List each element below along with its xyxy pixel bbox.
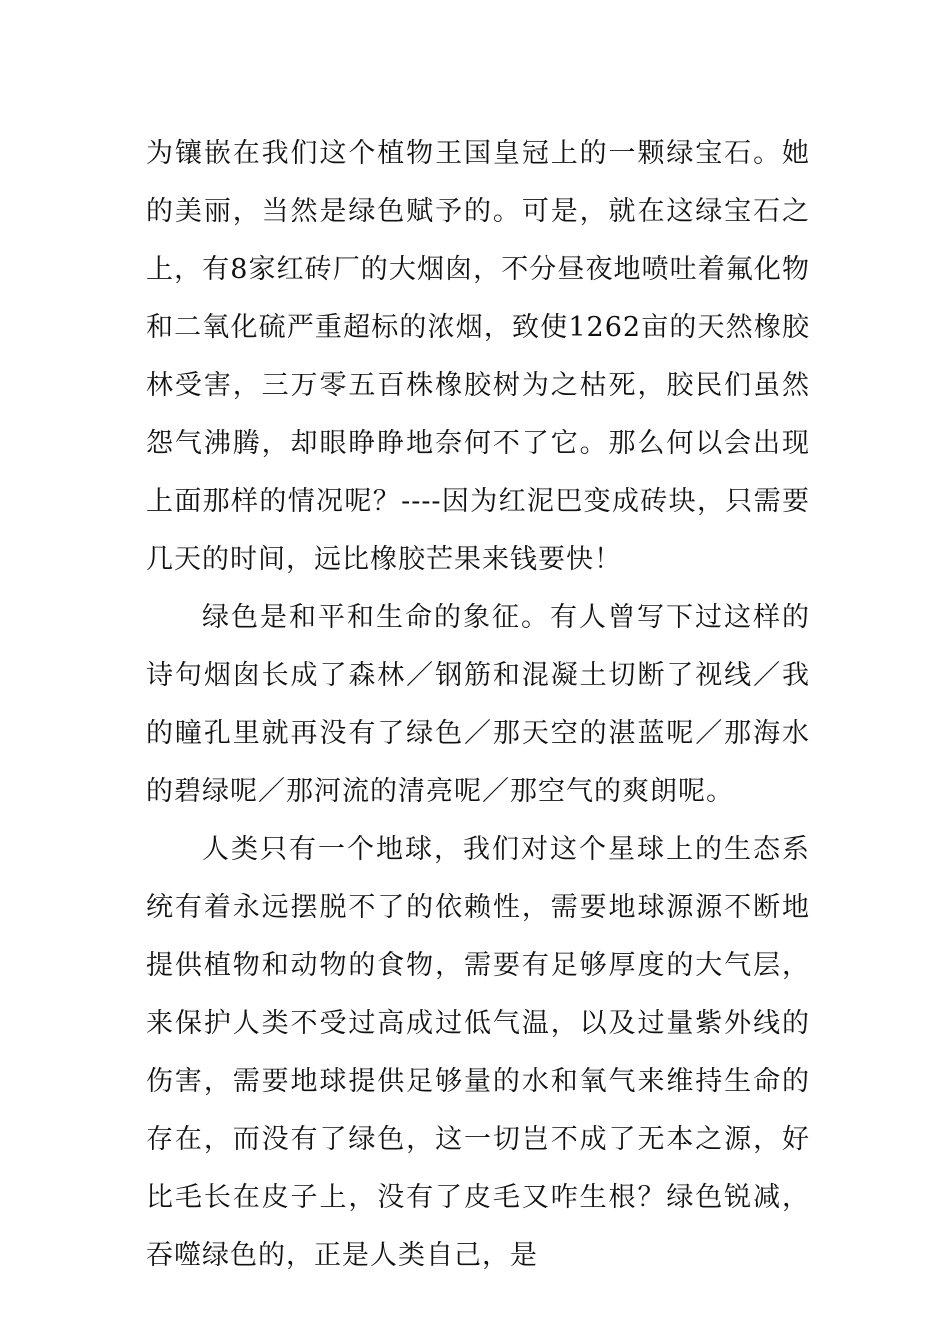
paragraph-one-earth: 人类只有一个地球，我们对这个星球上的生态系统有着永远摆脱不了的依赖性，需要地球源源不断地提供植物和动物的食物，需要有足够厚度的大气层，来保护人类不受过高成过低气温，以及过量紫外线的伤害，需要地球提供足够量的水和氧气来维持生命的存在，而没有了绿色，这一切岂不成了无本之源，好比毛长在皮子上，没有了皮毛又咋生根？绿色锐减，吞噬绿色的，正是人类自己，是 <box>146 834 810 1271</box>
paragraph-continuation: 为镶嵌在我们这个植物王国皇冠上的一颗绿宝石。她的美丽，当然是绿色赋予的。可是，就在这绿宝石之上，有8家红砖厂的大烟囱，不分昼夜地喷吐着氟化物和二氧化硫严重超标的浓烟，致使1262亩的天然橡胶林受害，三万零五百株橡胶树为之枯死，胶民们虽然怨气沸腾，却眼睁睁地奈何不了它。那么何以会出现上面那样的情况呢？----因为红泥巴变成砖块，只需要几天的时间，远比橡胶芒果来钱要快！ <box>146 138 810 575</box>
paragraph-green-poem: 绿色是和平和生命的象征。有人曾写下过这样的诗句烟囱长成了森林／钢筋和混凝土切断了视线／我的瞳孔里就再没有了绿色／那天空的湛蓝呢／那海水的碧绿呢／那河流的清亮呢／那空气的爽朗呢。 <box>146 602 810 807</box>
body-text <box>146 125 810 1285</box>
